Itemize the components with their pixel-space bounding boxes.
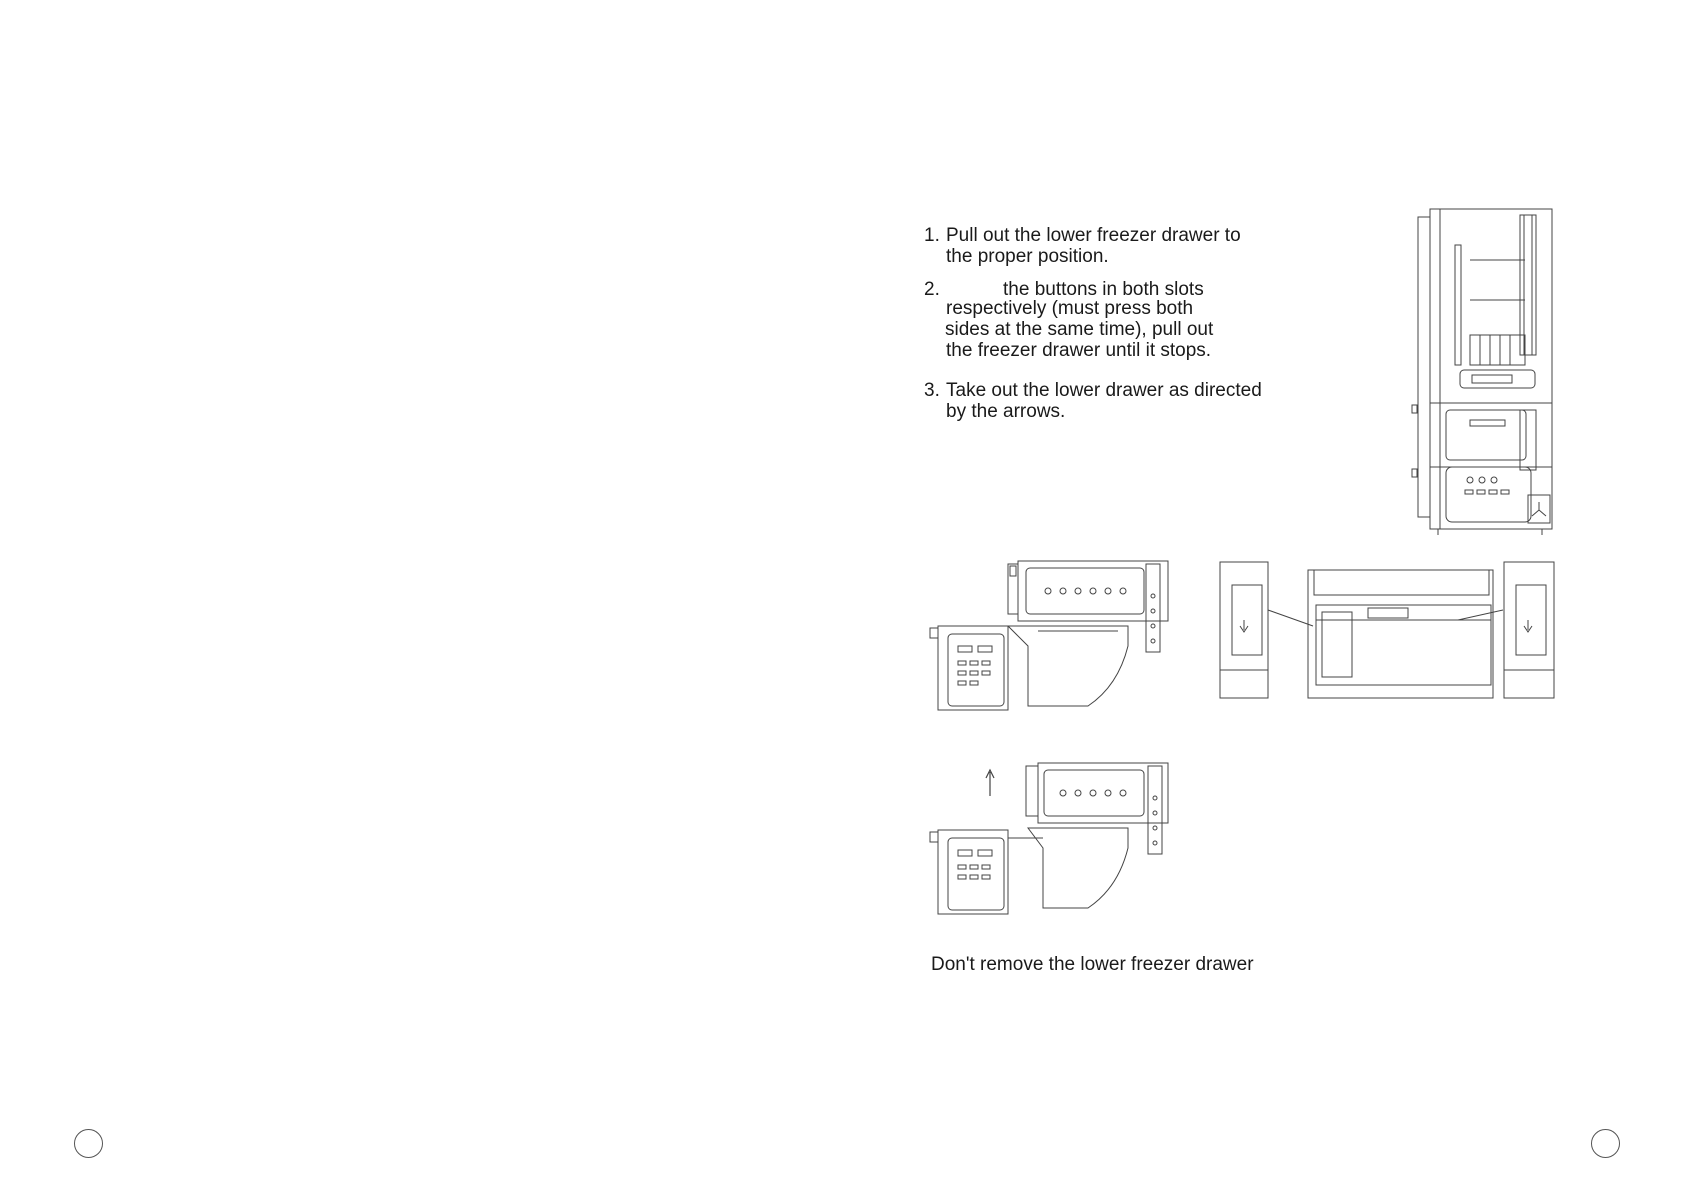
step-2-line-3: sides at the same time), pull out [945,319,1214,340]
step-3-line-1: Take out the lower drawer as directed [946,380,1262,401]
step-2-line-4: the freezer drawer until it stops. [946,340,1212,361]
step-3-number: 3. [924,380,940,401]
step-2-number: 2. [924,279,940,300]
warning-caption: Don't remove the lower freezer drawer [931,954,1254,975]
step-2-line-1: the buttons in both slots [1003,279,1204,300]
drawer-pulled-out-figure [918,556,1188,716]
drawer-removal-figure [918,758,1188,918]
refrigerator-side-view-figure [1410,205,1560,535]
page-number-circle-left [74,1129,103,1158]
step-1-number: 1. [924,225,940,246]
step-3-line-2: by the arrows. [946,401,1066,422]
step-1-line-2: the proper position. [946,246,1109,267]
page-number-circle-right [1591,1129,1620,1158]
slot-button-detail-figure [1218,560,1558,700]
step-1-line-1: Pull out the lower freezer drawer to [946,225,1241,246]
step-2-line-2: respectively (must press both [946,298,1194,319]
